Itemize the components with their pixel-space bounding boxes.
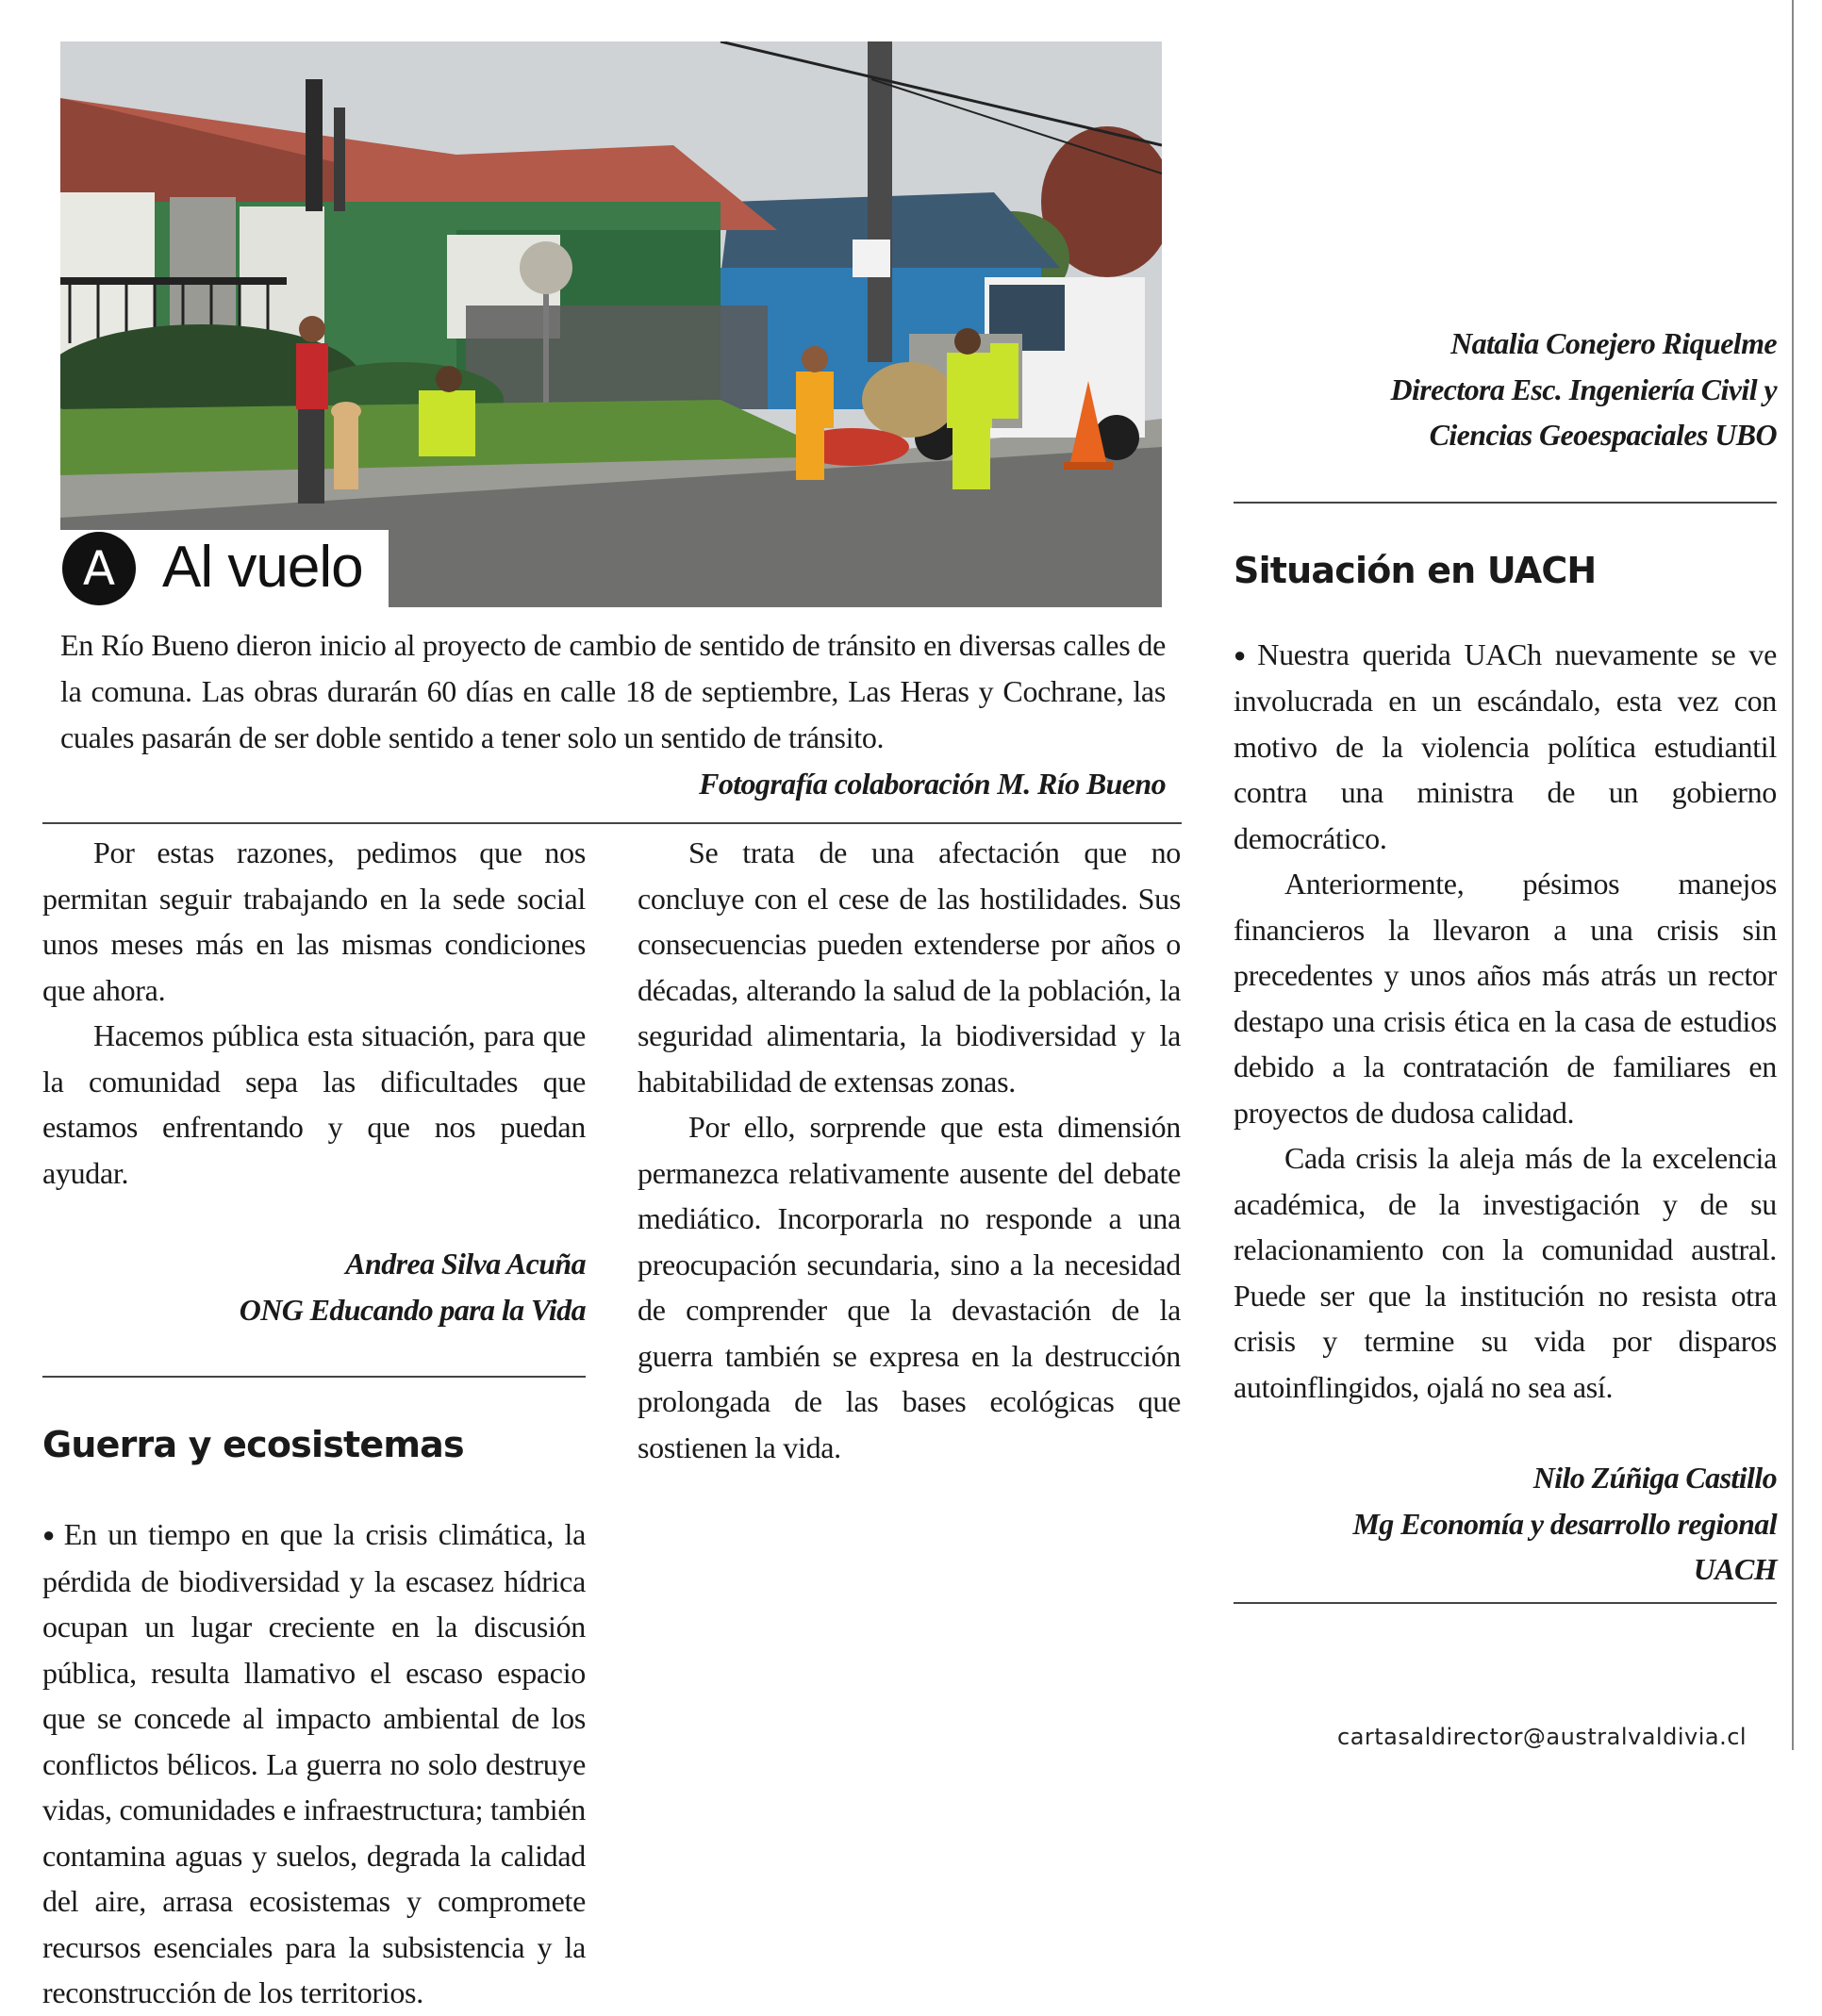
letter3-author: Nilo Zúñiga Castillo xyxy=(1532,1461,1777,1495)
news-photo xyxy=(60,41,1162,607)
letter2-paragraph: ● En un tiempo en que la crisis climática, la pérdida de biodiversidad y la escasez hídrica ocupan un lugar creciente en la discusión pública, resulta llamativo el escaso espacio que se concede al impacto ambiental de los conflictos bélicos. La guerra no solo destruye vidas, comunidades e infraestructura; también contamina aguas y suelos, degrada la calidad del aire, arrasa ecosistemas y compromete recursos esenciales para la subsistencia y la reconstrucción de los territorios. xyxy=(42,1512,586,2016)
letter2-title: Guerra y ecosistemas xyxy=(42,1424,464,1465)
letter-divider xyxy=(1234,502,1777,504)
letter3-paragraph: Cada crisis la aleja más de la excelencia académica, de la investigación y de su relacionamiento con la comunidad austral. Puede ser que la institución no resista otra crisis y termine su vida por disparos autoinflingidos, ojalá no sea así. xyxy=(1234,1141,1777,1404)
letter2-affiliation-line1: Directora Esc. Ingeniería Civil y xyxy=(1390,372,1777,406)
caption-divider xyxy=(42,822,1182,824)
letter2-affiliation-line2: Ciencias Geoespaciales UBO xyxy=(1429,418,1777,452)
letter1-author: Andrea Silva Acuña xyxy=(345,1247,586,1281)
column-right xyxy=(1234,38,1777,1604)
letter2-paragraph: Se trata de una afectación que no concluye con el cese de las hostilidades. Sus consecuencias pueden extenderse por años o décadas, alterando la salud de la población, la seguridad alimentaria, la biodiversidad y la habitabilidad de extensas zonas. xyxy=(638,835,1181,1099)
letter3-paragraph: Anteriormente, pésimos manejos financieros la llevaron a una crisis sin precedentes y unos años más atrás un rector destapo una crisis ética en la casa de estudios debido a la contratación de familiares en proyectos de dudosa calidad. xyxy=(1234,867,1777,1130)
column-rule xyxy=(1792,0,1794,1750)
section-letter-badge: A xyxy=(62,532,136,605)
photo-caption-block xyxy=(60,622,1166,807)
letter1-paragraph: Hacemos pública esta situación, para que la comunidad sepa las dificultades que estamos enfrentando y que nos puedan ayudar. xyxy=(42,1018,586,1190)
adjacent-column-edge xyxy=(1792,0,1822,1750)
section-name: Al vuelo xyxy=(162,535,363,600)
column-left xyxy=(42,830,586,2016)
letter-divider xyxy=(42,1376,586,1378)
footer-divider xyxy=(1234,1602,1777,1604)
letter3-title: Situación en UACH xyxy=(1234,549,1597,591)
letter1-affiliation: ONG Educando para la Vida xyxy=(239,1292,586,1327)
contact-email[interactable]: cartasaldirector@australvaldivia.cl xyxy=(1337,1724,1747,1750)
letter1-paragraph: Por estas razones, pedimos que nos permitan seguir trabajando en la sede social unos meses más en las mismas condiciones que ahora. xyxy=(42,835,586,1007)
photo-caption: En Río Bueno dieron inicio al proyecto de cambio de sentido de tránsito en diversas calles de la comuna. Las obras durarán 60 días en calle 18 de septiembre, Las Heras y Cochrane, las cuales pasarán de ser doble sentido a tener solo un sentido de tránsito. xyxy=(60,628,1166,754)
letter3-affiliation-line2: UACH xyxy=(1693,1552,1777,1586)
letter3-paragraph: ● Nuestra querida UACh nuevamente se ve involucrada en un escándalo, esta vez con motivo de la violencia política estudiantil contra una ministra de un gobierno democrático. xyxy=(1234,632,1777,862)
photo-credit: Fotografía colaboración M. Río Bueno xyxy=(699,767,1166,801)
letter2-paragraph: Por ello, sorprende que esta dimensión permanezca relativamente ausente del debate mediático. Incorporarla no responde a una preocupación secundaria, sino a la necesidad de comprender que la devastación de la guerra también se expresa en la destrucción prolongada de las bases ecológicas que sostienen la vida. xyxy=(638,1110,1181,1464)
section-flag xyxy=(60,530,389,607)
letter2-author: Natalia Conejero Riquelme xyxy=(1450,326,1777,360)
column-middle xyxy=(638,830,1181,1470)
letter3-affiliation-line1: Mg Economía y desarrollo regional xyxy=(1352,1506,1777,1541)
